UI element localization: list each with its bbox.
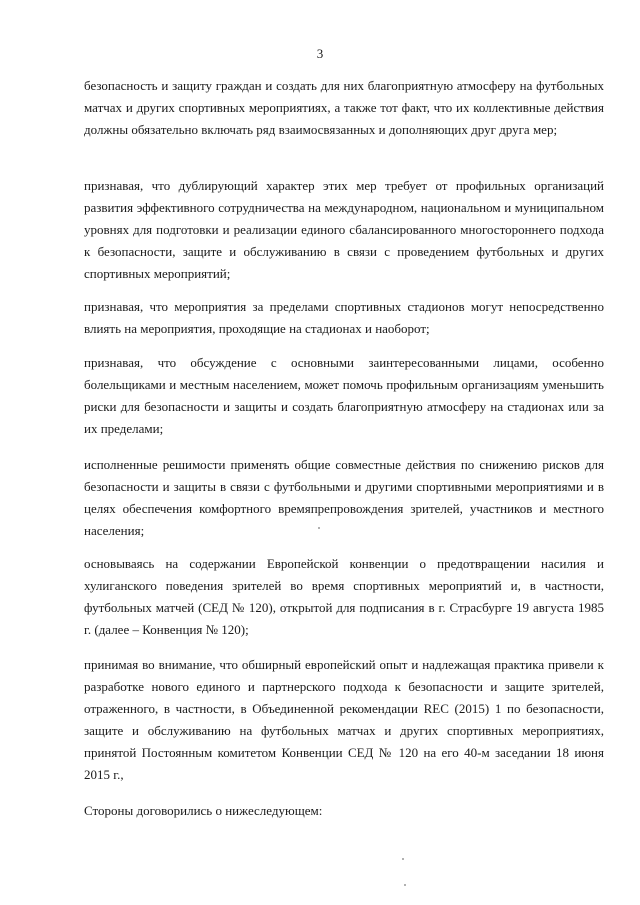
paragraph-5: исполненные решимости применять общие совместные действия по снижению рисков для безопасности и защиты в связи с футбольными и другими спортивными мероприятиями и в целях обеспечения комфортного времяпрепровождения зрителей, участников и местного населения; xyxy=(84,457,604,538)
paragraph-7: принимая во внимание, что обширный европейский опыт и надлежащая практика привели к разработке нового единого и партнерского подхода к безопасности и защите зрителей, отраженного, в частности, в Объединенной рекомендации REC (2015) 1 по безопасности, защите и обслуживанию на футбольных матчах и других спортивных мероприятиях, принятой Постоянным комитетом Конвенции СЕД № 120 на его 40-м заседании 18 июня 2015 г., xyxy=(84,657,604,782)
scan-speck xyxy=(404,884,406,886)
paragraph-1: безопасность и защиту граждан и создать для них благоприятную атмосферу на футбольных матчах и других спортивных мероприятиях, а также тот факт, что их коллективные действия должны обязательно включать ряд взаимосвязанных и дополняющих друг друга мер; xyxy=(84,78,604,137)
scan-speck xyxy=(318,527,320,529)
paragraph-6: основываясь на содержании Европейской конвенции о предотвращении насилия и хулиганского поведения зрителей во время спортивных мероприятий и, в частности, футбольных матчей (СЕД № 120), открытой для подписания в г. Страсбурге 19 августа 1985 г. (далее – Конвенция № 120); xyxy=(84,556,604,637)
page-number: 3 xyxy=(316,46,324,61)
scan-speck xyxy=(402,858,404,860)
paragraph-2: признавая, что дублирующий характер этих мер требует от профильных организаций развития эффективного сотрудничества на международном, национальном и муниципальном уровнях для подготовки и реализации единого сбалансированного многостороннего подхода к безопасности, защите и обслуживанию в связи с проведением футбольных и других спортивных мероприятий; xyxy=(84,178,604,281)
paragraph-8: Стороны договорились о нижеследующем: xyxy=(84,803,323,818)
paragraph-3: признавая, что мероприятия за пределами спортивных стадионов могут непосредственно влиять на мероприятия, проходящие на стадионах и наоборот; xyxy=(84,299,604,336)
paragraph-4: признавая, что обсуждение с основными заинтересованными лицами, особенно болельщиками и местным населением, может помочь профильным организациям уменьшить риски для безопасности и защиты и создать благоприятную атмосферу на стадионах или за их пределами; xyxy=(84,355,604,436)
